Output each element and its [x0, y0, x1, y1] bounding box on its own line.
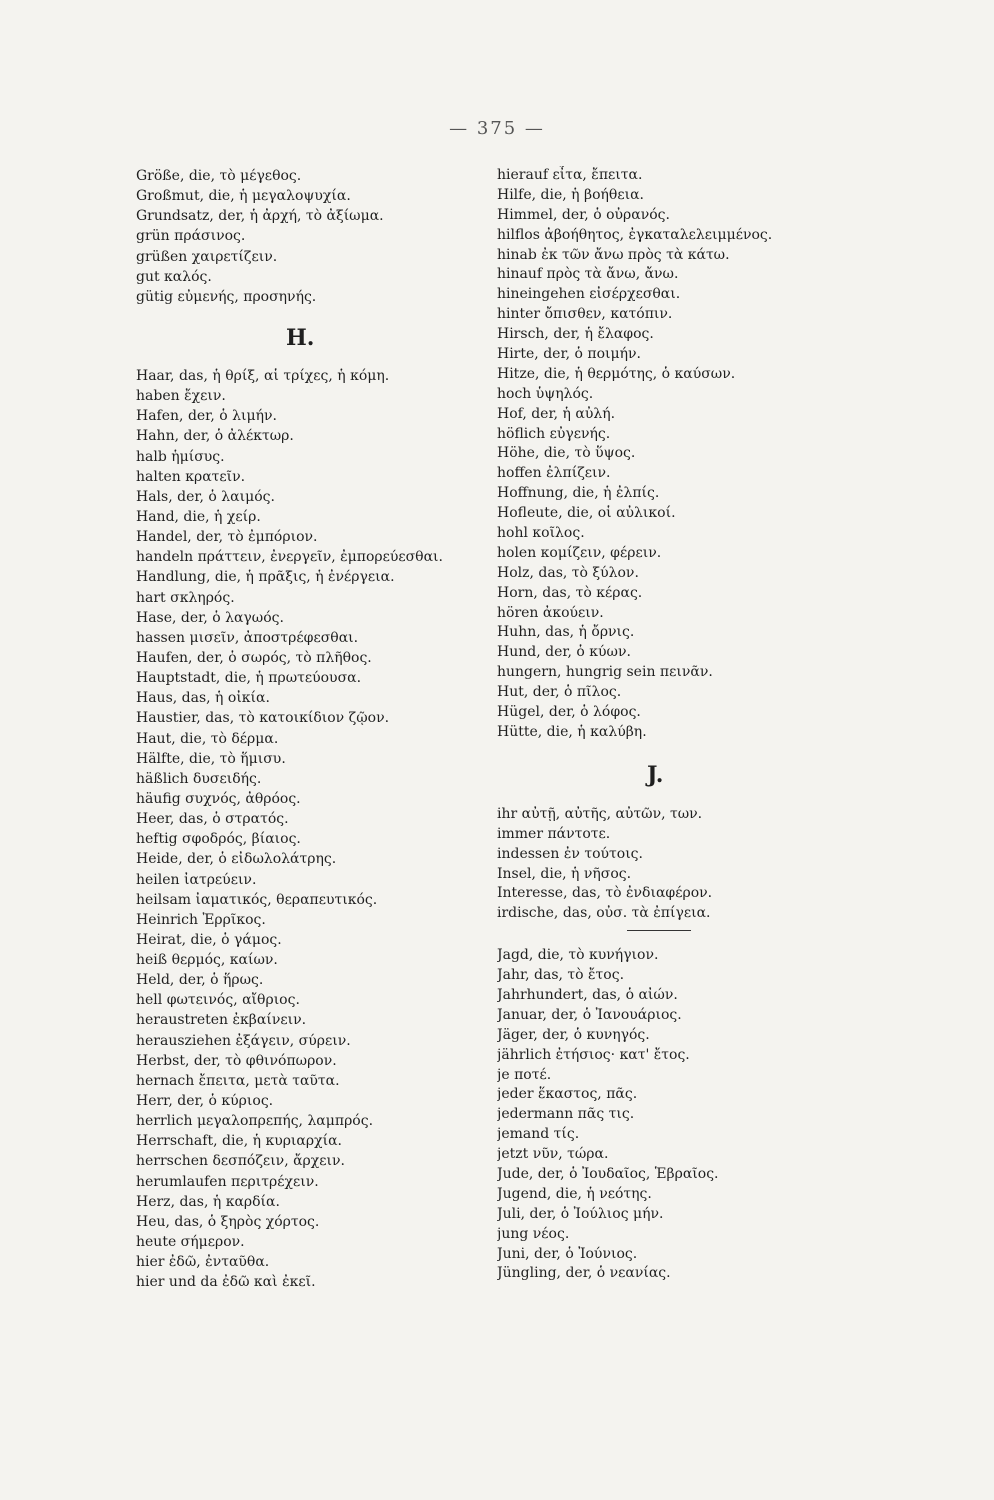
- dictionary-entry: Herrschaft, die, ἡ κυριαρχία.: [136, 1133, 342, 1150]
- dictionary-entry: hineingehen εἰσέρχεσθαι.: [497, 286, 681, 303]
- dictionary-entry: heilsam ἰαματικός, θεραπευτικός.: [136, 891, 378, 908]
- dictionary-entry: häufig συχνός, ἀθρόος.: [136, 790, 301, 807]
- entry-group-g: [136, 166, 486, 307]
- dictionary-entry: Hilfe, die, ἡ βοήθεια.: [497, 186, 644, 203]
- dictionary-entry: je ποτέ.: [497, 1066, 552, 1083]
- dictionary-entry: hilflos ἀβοήθητος, ἐγκαταλελειμμένος.: [497, 226, 773, 243]
- dictionary-entry: Jahrhundert, das, ὁ αἰών.: [497, 986, 678, 1003]
- dictionary-entry: Hirsch, der, ἡ ἔλαφος.: [497, 326, 654, 343]
- dictionary-entry: heilen ἰατρεύειν.: [136, 871, 257, 888]
- dictionary-entry: hinauf πρὸς τὰ ἄνω, ἄνω.: [497, 266, 679, 283]
- dictionary-entry: Hütte, die, ἡ καλύβη.: [497, 723, 647, 740]
- dictionary-entry: Heu, das, ὁ ξηρὸς χόρτος.: [136, 1213, 320, 1230]
- dictionary-entry: Juni, der, ὁ Ἰούνιος.: [497, 1245, 638, 1262]
- dictionary-entry: Hügel, der, ὁ λόφος.: [497, 704, 641, 721]
- dictionary-entry: jemand τίς.: [497, 1126, 580, 1143]
- dictionary-entry: heute σήμερον.: [136, 1234, 245, 1251]
- section-divider: [627, 930, 691, 931]
- dictionary-entry: Jugend, die, ἡ νεότης.: [497, 1185, 652, 1202]
- dictionary-entry: hinab ἐκ τῶν ἄνω πρὸς τὰ κάτω.: [497, 246, 730, 263]
- dictionary-entry: immer πάντοτε.: [497, 825, 611, 842]
- dictionary-entry: Hund, der, ὁ κύων.: [497, 644, 631, 661]
- dictionary-entry: ihr αὐτῇ, αὐτῆς, αὐτῶν, των.: [497, 805, 703, 822]
- dictionary-entry: Holz, das, τὸ ξύλον.: [497, 564, 639, 581]
- section-heading-h: H.: [286, 324, 315, 351]
- dictionary-entry: häßlich δυσειδής.: [136, 770, 262, 787]
- dictionary-entry: haben ἔχειν.: [136, 388, 226, 405]
- dictionary-entry: Hase, der, ὁ λαγωός.: [136, 609, 284, 626]
- dictionary-entry: heiß θερμός, καίων.: [136, 952, 278, 969]
- dictionary-entry: Jüngling, der, ὁ νεανίας.: [497, 1265, 671, 1282]
- dictionary-entry: Heide, der, ὁ εἰδωλολάτρης.: [136, 851, 337, 868]
- dictionary-entry: jedermann πᾶς τις.: [497, 1106, 635, 1123]
- dictionary-entry: Höhe, die, τὸ ὕψος.: [497, 445, 636, 462]
- dictionary-entry: Januar, der, ὁ Ἰανουάριος.: [497, 1006, 682, 1023]
- dictionary-entry: Heer, das, ὁ στρατός.: [136, 811, 289, 828]
- dictionary-entry: holen κομίζειν, φέρειν.: [497, 544, 662, 561]
- dictionary-entry: handeln πράττειν, ἐνεργεῖν, ἐμπορεύεσθαι.: [136, 549, 443, 566]
- dictionary-entry: Hof, der, ἡ αὐλή.: [497, 405, 616, 422]
- dictionary-entry: Handlung, die, ἡ πρᾶξις, ἡ ἐνέργεια.: [136, 569, 395, 586]
- entry-group-h: [136, 366, 486, 1292]
- dictionary-entry: herausziehen ἐξάγειν, σύρειν.: [136, 1032, 351, 1049]
- dictionary-entry: heraustreten ἐκβαίνειν.: [136, 1012, 307, 1029]
- entry-group-j: [497, 946, 827, 1284]
- dictionary-entry: Heirat, die, ὁ γάμος.: [136, 931, 282, 948]
- dictionary-entry: Hut, der, ὁ πῖλος.: [497, 684, 622, 701]
- dictionary-entry: Herbst, der, τὸ φθινόπωρον.: [136, 1052, 337, 1069]
- dictionary-entry: grün πράσινος.: [136, 228, 246, 245]
- right-column: [497, 166, 827, 1284]
- dictionary-entry: Interesse, das, τὸ ἐνδιαφέρον.: [497, 885, 713, 902]
- section-heading-j: J.: [647, 761, 664, 788]
- dictionary-entry: Huhn, das, ἡ ὄρνις.: [497, 624, 635, 641]
- dictionary-entry: Haut, die, τὸ δέρμα.: [136, 730, 279, 747]
- dictionary-entry: Hand, die, ἡ χείρ.: [136, 508, 261, 525]
- dictionary-entry: indessen ἐν τούτοις.: [497, 845, 643, 862]
- dictionary-entry: Himmel, der, ὁ οὐρανός.: [497, 206, 670, 223]
- dictionary-entry: hart σκληρός.: [136, 589, 235, 606]
- dictionary-entry: herumlaufen περιτρέχειν.: [136, 1173, 319, 1190]
- dictionary-entry: Hitze, die, ἡ θερμότης, ὁ καύσων.: [497, 365, 736, 382]
- dictionary-entry: hier und da ἐδῶ καὶ ἐκεῖ.: [136, 1274, 316, 1291]
- entry-group-h-continued: [497, 166, 827, 743]
- dictionary-entry: hernach ἔπειτα, μετὰ ταῦτα.: [136, 1072, 340, 1089]
- dictionary-entry: jeder ἕκαστος, πᾶς.: [497, 1086, 638, 1103]
- dictionary-entry: Handel, der, τὸ ἐμπόριον.: [136, 529, 318, 546]
- dictionary-entry: Grundsatz, der, ἡ ἀρχή, τὸ ἀξίωμα.: [136, 208, 384, 225]
- dictionary-entry: hoch ὑψηλός.: [497, 385, 594, 402]
- dictionary-entry: hören ἀκούειν.: [497, 604, 604, 621]
- left-column: [136, 166, 486, 1292]
- dictionary-entry: hungern, hungrig sein πεινᾶν.: [497, 664, 713, 681]
- dictionary-entry: Hälfte, die, τὸ ἥμισυ.: [136, 750, 286, 767]
- dictionary-entry: Heinrich Ἐρρῖκος.: [136, 911, 266, 928]
- dictionary-entry: Insel, die, ἡ νῆσος.: [497, 865, 632, 882]
- dictionary-entry: herrlich μεγαλοπρεπής, λαμπρός.: [136, 1113, 374, 1130]
- dictionary-entry: Hoffnung, die, ἡ ἐλπίς.: [497, 485, 660, 502]
- dictionary-entry: grüßen χαιρετίζειν.: [136, 248, 278, 265]
- dictionary-entry: Größe, die, τὸ μέγεθος.: [136, 168, 302, 184]
- dictionary-entry: herrschen δεσπόζειν, ἄρχειν.: [136, 1153, 345, 1170]
- dictionary-entry: jetzt νῦν, τώρα.: [497, 1146, 609, 1163]
- entry-group-i: [497, 805, 827, 924]
- dictionary-entry: hierauf εἶτα, ἔπειτα.: [497, 167, 643, 183]
- dictionary-entry: Haus, das, ἡ οἰκία.: [136, 690, 270, 707]
- dictionary-entry: Haar, das, ἡ θρίξ, αἱ τρίχες, ἡ κόμη.: [136, 367, 390, 384]
- dictionary-entry: Haustier, das, τὸ κατοικίδιον ζῷον.: [136, 710, 390, 727]
- dictionary-entry: hassen μισεῖν, ἀποστρέφεσθαι.: [136, 629, 359, 646]
- dictionary-entry: jährlich ἐτήσιος· κατ' ἔτος.: [497, 1046, 690, 1063]
- dictionary-entry: hier ἐδῶ, ἐνταῦθα.: [136, 1254, 270, 1271]
- dictionary-entry: Jäger, der, ὁ κυνηγός.: [497, 1026, 650, 1043]
- dictionary-entry: Hauptstadt, die, ἡ πρωτεύουσα.: [136, 670, 362, 687]
- dictionary-entry: jung νέος.: [497, 1225, 570, 1242]
- dictionary-entry: Hofleute, die, οἱ αὐλικοί.: [497, 505, 676, 522]
- dictionary-entry: Haufen, der, ὁ σωρός, τὸ πλῆθος.: [136, 649, 372, 666]
- dictionary-entry: Jagd, die, τὸ κυνήγιον.: [497, 947, 659, 964]
- dictionary-entry: Großmut, die, ἡ μεγαλοψυχία.: [136, 188, 351, 205]
- dictionary-entry: gütig εὐμενής, προσηνής.: [136, 288, 317, 305]
- dictionary-entry: hinter ὄπισθεν, κατόπιν.: [497, 306, 673, 323]
- dictionary-entry: Hafen, der, ὁ λιμήν.: [136, 408, 277, 425]
- dictionary-entry: hohl κοῖλος.: [497, 525, 585, 542]
- dictionary-entry: halb ἡμίσυς.: [136, 448, 225, 465]
- dictionary-entry: heftig σφοδρός, βίαιος.: [136, 831, 301, 848]
- dictionary-entry: Herr, der, ὁ κύριος.: [136, 1093, 274, 1110]
- dictionary-entry: hell φωτεινός, αἴθριος.: [136, 992, 300, 1009]
- dictionary-entry: Jude, der, ὁ Ἰουδαῖος, Ἑβραῖος.: [497, 1165, 719, 1182]
- dictionary-entry: Hahn, der, ὁ ἀλέκτωρ.: [136, 428, 294, 445]
- dictionary-entry: Horn, das, τὸ κέρας.: [497, 584, 643, 601]
- dictionary-entry: Held, der, ὁ ἥρως.: [136, 972, 264, 989]
- dictionary-entry: Hals, der, ὁ λαιμός.: [136, 488, 275, 505]
- dictionary-entry: Juli, der, ὁ Ἰούλιος μήν.: [497, 1205, 664, 1222]
- page-number: — 375 —: [449, 118, 545, 139]
- dictionary-entry: Jahr, das, τὸ ἔτος.: [497, 967, 625, 984]
- dictionary-entry: Herz, das, ἡ καρδία.: [136, 1193, 280, 1210]
- dictionary-entry: halten κρατεῖν.: [136, 468, 246, 485]
- dictionary-entry: Hirte, der, ὁ ποιμήν.: [497, 346, 641, 363]
- dictionary-entry: irdische, das, οὐσ. τὰ ἐπίγεια.: [497, 905, 711, 922]
- dictionary-entry: hoffen ἐλπίζειν.: [497, 465, 611, 482]
- dictionary-entry: höflich εὐγενής.: [497, 425, 611, 442]
- dictionary-entry: gut καλός.: [136, 268, 212, 285]
